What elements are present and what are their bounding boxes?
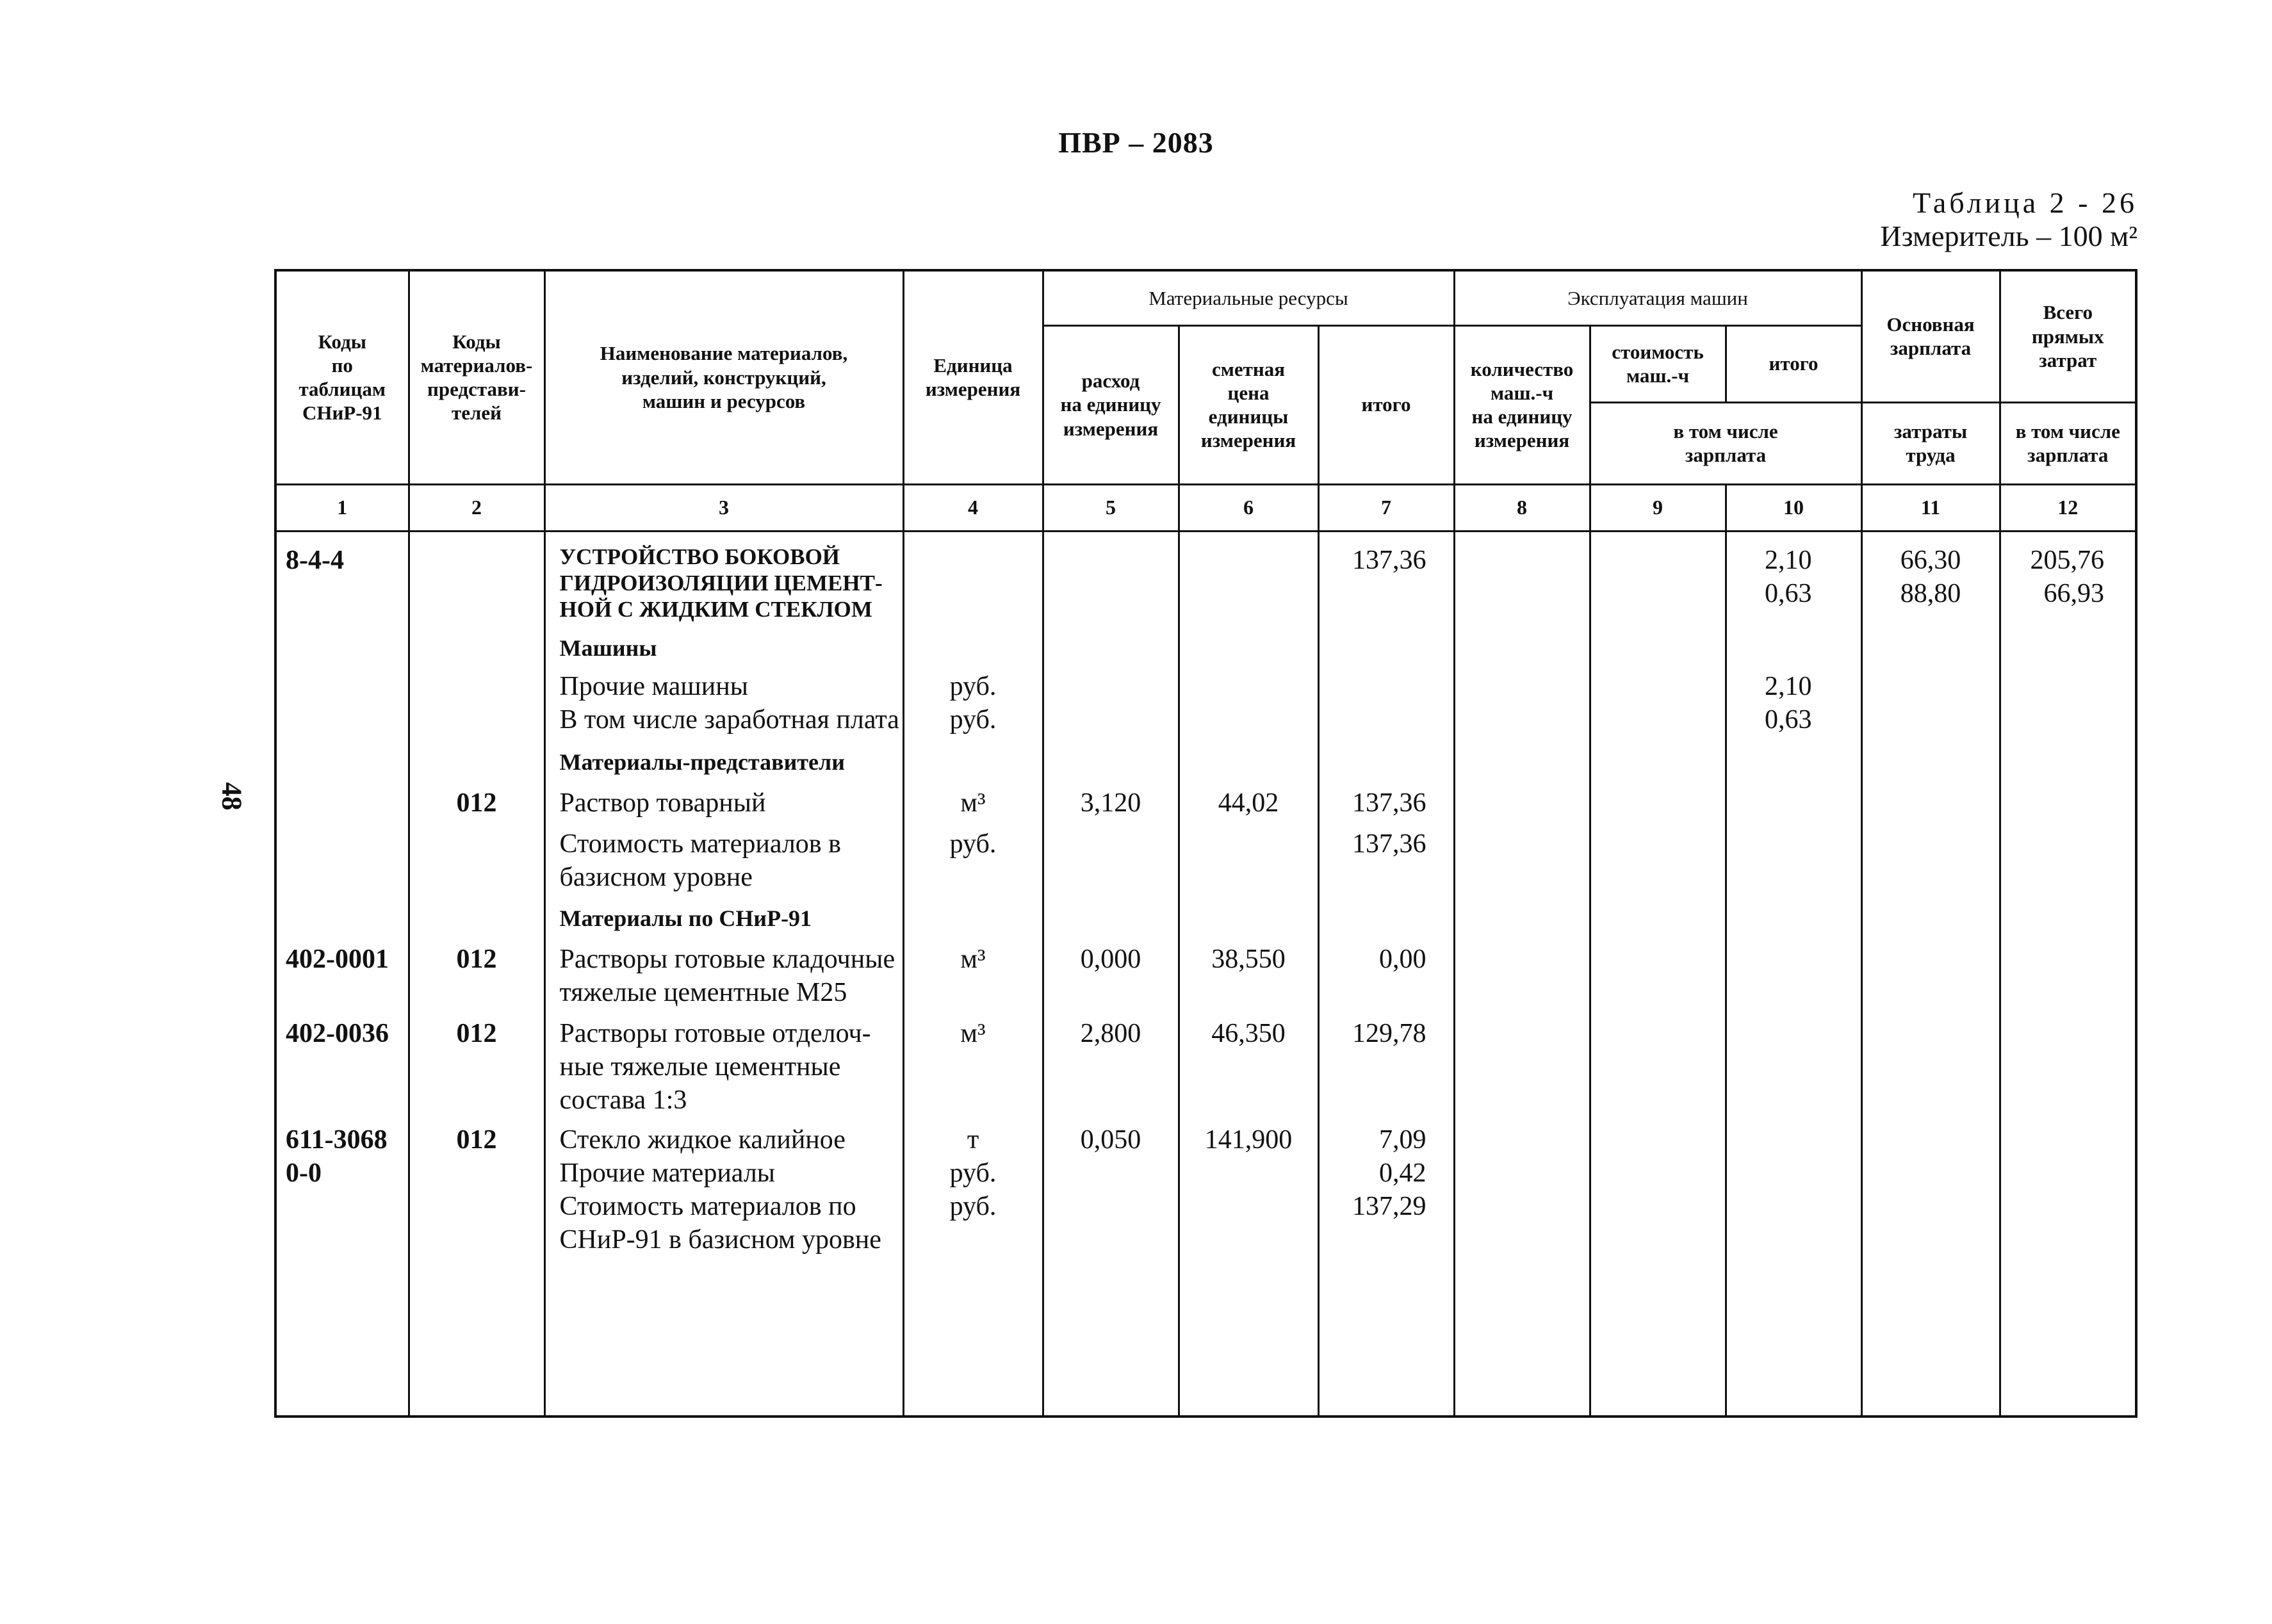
cell-wage [1861,736,2000,779]
cell-table-code: 0-0 [275,1157,409,1417]
cell-direct-total [2000,1009,2136,1117]
cell-material-total [1318,622,1454,665]
header-line: в том числе [1673,419,1778,443]
cell-machine-hours [1454,531,1590,622]
cell-rep-code [409,531,544,622]
cell-material-total [1318,1117,1454,1157]
header-line: зарплата [1890,337,1972,360]
header-line: изделий, конструкций, [621,366,826,389]
cell-machine-hours [1454,622,1590,665]
header-line: измерения [1474,429,1570,452]
cell-machine-hour-cost [1590,1117,1726,1157]
cell-rep-code: 012 [409,935,544,1009]
document-title: ПВР – 2083 [1058,126,1214,159]
cell-material-total [1318,736,1454,779]
cell-name [544,820,903,894]
cell-wage [1861,894,2000,935]
cell-unit-price [1179,820,1318,894]
cell-line: 137,36 [1352,829,1426,859]
cell-machine-total [1726,935,1861,1009]
cell-name: Материалы по СНиР-91 [544,894,903,935]
cell-unit [903,1009,1043,1117]
table-row [275,935,2136,1009]
cell-direct-total [2000,665,2136,736]
cell-machine-hour-cost [1590,779,1726,820]
cell-line: ные тяжелые цементные [559,1052,841,1082]
header-rep-codes [409,270,544,484]
section-row [275,894,2136,935]
cell-rep-code: 012 [409,779,544,820]
header-unit-price [1179,325,1318,484]
cell-unit [903,1157,1043,1417]
cell-unit [903,736,1043,779]
cell-direct-total [2000,779,2136,820]
cell-line: Прочие машины [559,671,748,701]
header-line: по [331,354,353,377]
column-number: 3 [544,484,903,531]
cell-wage [1861,1009,2000,1117]
cell-line: Растворы готовые отделоч- [559,1018,871,1048]
cell-line: В том числе заработная плата [559,704,899,735]
cell-wage [1861,820,2000,894]
header-machine-hour-cost [1590,325,1726,402]
cell-consumption [1043,665,1179,736]
header-line: материалов- [420,354,533,377]
header-table-codes [275,270,409,484]
header-machine-total: итого [1726,325,1861,402]
cell-machine-hours [1454,820,1590,894]
cell-machine-hour-cost [1590,1009,1726,1117]
cell-material-total [1318,1009,1454,1117]
cell-table-code [275,779,409,820]
column-number: 8 [1454,484,1590,531]
column-number: 9 [1590,484,1726,531]
cell-consumption: 3,120 [1043,779,1179,820]
cell-machine-hour-cost [1590,894,1726,935]
header-direct-wage [2000,402,2136,484]
cell-line: 2,10 [1765,671,1812,701]
header-line: труда [1906,444,1956,466]
cell-machine-hour-cost [1590,820,1726,894]
cell-line: т [967,1125,979,1155]
estimate-table [274,269,2137,1418]
header-machine-wage [1590,402,1861,484]
cell-name [544,779,903,820]
cell-machine-hours [1454,665,1590,736]
cell-consumption [1043,622,1179,665]
cell-unit-price [1179,1157,1318,1417]
cell-wage [1861,779,2000,820]
cell-machine-hours [1454,935,1590,1009]
cell-machine-total [1726,894,1861,935]
header-consumption [1043,325,1179,484]
cell-line: руб. [949,671,997,701]
header-name [544,270,903,484]
cell-line: м³ [960,788,986,818]
header-line: маш.-ч [1626,364,1690,387]
cell-machine-hours [1454,779,1590,820]
cell-consumption [1043,736,1179,779]
cell-line: ГИДРОИЗОЛЯЦИИ ЦЕМЕНТ- [559,570,883,596]
header-line: на единицу [1471,405,1573,428]
cell-material-total [1318,779,1454,820]
header-line: Основная [1886,313,1975,336]
cell-consumption: 0,050 [1043,1117,1179,1157]
header-line: единицы [1208,405,1289,428]
header-line: машин и ресурсов [642,389,806,412]
cell-line: Стоимость материалов в [559,829,841,859]
column-number: 6 [1179,484,1318,531]
cell-line: Прочие материалы [559,1158,775,1188]
cell-machine-total [1726,1009,1861,1117]
cell-machine-hours [1454,1009,1590,1117]
cell-name [544,531,903,622]
cell-wage [1861,1157,2000,1417]
header-line: на единицу [1060,393,1161,416]
cell-line: м³ [960,1018,986,1048]
cell-name [544,1157,903,1417]
cell-consumption [1043,1157,1179,1417]
cell-line: НОЙ С ЖИДКИМ СТЕКЛОМ [559,596,872,622]
cell-material-total [1318,531,1454,622]
cell-machine-hour-cost [1590,1157,1726,1417]
cell-unit-price [1179,622,1318,665]
cell-table-code: 8-4-4 [275,531,409,622]
cell-rep-code [409,622,544,665]
cell-direct-total [2000,531,2136,622]
table-row [275,1009,2136,1117]
column-number: 1 [275,484,409,531]
header-line: цена [1227,381,1270,404]
cell-line: УСТРОЙСТВО БОКОВОЙ [559,544,840,569]
cell-consumption: 2,800 [1043,1009,1179,1117]
cell-consumption [1043,894,1179,935]
cell-rep-code [409,1157,544,1417]
cell-unit [903,935,1043,1009]
cell-line: 0,63 [1765,578,1812,608]
page-number: 48 [216,782,248,811]
cell-line: СНиР-91 в базисном уровне [559,1224,881,1255]
cell-machine-hours [1454,1117,1590,1157]
cell-material-total [1318,665,1454,736]
header-line: измерения [1200,429,1296,452]
cell-machine-hour-cost [1590,531,1726,622]
cell-direct-total [2000,820,2136,894]
cell-direct-total [2000,894,2136,935]
table-row [275,665,2136,736]
header-line: СНиР-91 [302,402,382,425]
cell-line: 0,63 [1765,704,1812,735]
cell-table-code [275,736,409,779]
cell-line: 0,42 [1379,1158,1426,1188]
cell-direct-total [2000,622,2136,665]
cell-unit [903,894,1043,935]
cell-material-total [1318,894,1454,935]
header-line: затрат [2039,348,2097,371]
cell-rep-code: 012 [409,1009,544,1117]
cell-unit-price: 141,900 [1179,1117,1318,1157]
measure-unit: Измеритель – 100 м² [1880,220,2137,252]
column-number: 2 [409,484,544,531]
cell-line: 137,29 [1352,1191,1426,1221]
header-line: измерения [925,378,1021,401]
column-number: 4 [903,484,1043,531]
cell-machine-hour-cost [1590,935,1726,1009]
cell-unit-price: 44,02 [1179,779,1318,820]
cell-machine-total [1726,736,1861,779]
cell-name [544,1009,903,1117]
cell-consumption [1043,531,1179,622]
header-line: Коды [318,330,366,353]
header-machine-operation: Эксплуатация машин [1454,270,1861,325]
cell-table-code: 611-3068 [275,1117,409,1157]
cell-direct-total [2000,736,2136,779]
table-row [275,779,2136,820]
column-number: 11 [1861,484,2000,531]
column-number: 5 [1043,484,1179,531]
cell-machine-total [1726,531,1861,622]
cell-machine-hours [1454,1157,1590,1417]
cell-table-code: 402-0036 [275,1009,409,1117]
cell-line: 88,80 [1900,578,1961,608]
cell-unit-price: 38,550 [1179,935,1318,1009]
cell-line: руб. [949,1191,997,1221]
cell-rep-code [409,894,544,935]
header-line: зарплата [2027,444,2109,466]
cell-line: 7,09 [1379,1125,1426,1155]
cell-unit-price [1179,736,1318,779]
cell-name [544,665,903,736]
cell-direct-total [2000,935,2136,1009]
cell-name: Машины [544,622,903,665]
table-body [275,531,2136,1417]
column-number: 10 [1726,484,1861,531]
cell-direct-total [2000,1157,2136,1417]
cell-machine-total [1726,820,1861,894]
cell-machine-hour-cost [1590,622,1726,665]
table-number: Таблица 2 - 26 [1912,186,2137,219]
cell-unit-price [1179,894,1318,935]
cell-wage [1861,665,2000,736]
cell-rep-code [409,665,544,736]
cell-name [544,1117,903,1157]
cell-unit [903,820,1043,894]
header-line: Единица [933,354,1013,377]
cell-unit [903,622,1043,665]
table-row [275,531,2136,622]
table-row [275,1117,2136,1157]
column-number: 12 [2000,484,2136,531]
cell-line: Растворы готовые кладочные [559,944,895,974]
cell-material-total [1318,820,1454,894]
column-number: 7 [1318,484,1454,531]
header-line: стоимость [1612,340,1704,363]
cell-wage [1861,1117,2000,1157]
cell-unit-price [1179,531,1318,622]
header-line: телей [452,402,502,425]
header-line: маш.-ч [1490,381,1554,404]
header-total-direct [2000,270,2136,402]
cell-rep-code: 012 [409,1117,544,1157]
table-row [275,820,2136,894]
cell-line: тяжелые цементные М25 [559,977,847,1007]
cell-name [544,935,903,1009]
cell-line: Раствор товарный [559,788,766,818]
cell-line: 137,36 [1352,788,1426,818]
header-line: расход [1081,369,1140,393]
cell-line: 0,00 [1379,944,1426,974]
cell-table-code: 402-0001 [275,935,409,1009]
header-line: представи- [427,378,526,401]
cell-line: 2,10 [1765,545,1812,575]
cell-name: Материалы-представители [544,736,903,779]
cell-machine-total [1726,622,1861,665]
cell-table-code [275,894,409,935]
cell-line: м³ [960,944,986,974]
cell-wage [1861,622,2000,665]
cell-rep-code [409,820,544,894]
cell-unit-price: 46,350 [1179,1009,1318,1117]
cell-machine-total [1726,1117,1861,1157]
cell-line: руб. [949,704,997,735]
cell-machine-hours [1454,736,1590,779]
cell-wage [1861,935,2000,1009]
cell-material-total [1318,935,1454,1009]
cell-line: Стекло жидкое калийное [559,1125,846,1155]
header-material-resources: Материальные ресурсы [1043,270,1454,325]
cell-machine-total [1726,779,1861,820]
cell-machine-total [1726,665,1861,736]
header-line: зарплата [1685,444,1767,466]
cell-unit-price [1179,665,1318,736]
header-line: Наименование материалов, [600,342,848,365]
cell-line: 129,78 [1352,1018,1426,1048]
cell-line: 205,76 [2030,545,2105,575]
cell-line: руб. [949,1158,997,1188]
cell-rep-code [409,736,544,779]
cell-consumption [1043,820,1179,894]
header-unit [903,270,1043,484]
cell-line: базисном уровне [559,862,753,892]
header-labor [1861,402,2000,484]
header-machine-hours [1454,325,1590,484]
cell-table-code [275,622,409,665]
cell-unit [903,1117,1043,1157]
cell-machine-hour-cost [1590,736,1726,779]
header-line: прямых [2031,325,2104,348]
cell-unit [903,779,1043,820]
header-line: Всего [2043,301,2093,324]
cell-machine-hour-cost [1590,665,1726,736]
cell-line: состава 1:3 [559,1085,687,1115]
cell-line: 66,93 [2043,578,2105,608]
header-line: Коды [452,330,501,353]
cell-line: руб. [949,829,997,859]
cell-material-total [1318,1157,1454,1417]
cell-table-code [275,665,409,736]
header-base-wage [1861,270,2000,402]
table-row [275,1157,2136,1417]
header-line: в том числе [2015,419,2120,443]
header-line: количество [1470,357,1574,380]
section-row [275,736,2136,779]
cell-line: Стоимость материалов по [559,1191,856,1221]
cell-consumption: 0,000 [1043,935,1179,1009]
cell-machine-total [1726,1157,1861,1417]
cell-direct-total [2000,1117,2136,1157]
section-row [275,622,2136,665]
cell-unit [903,665,1043,736]
header-line: таблицам [298,378,386,401]
cell-line: 66,30 [1900,545,1961,575]
header-material-total: итого [1318,325,1454,484]
cell-unit [903,531,1043,622]
cell-machine-hours [1454,894,1590,935]
header-line: измерения [1063,417,1159,440]
cell-table-code [275,820,409,894]
cell-line: 137,36 [1352,545,1426,575]
header-line: сметная [1212,357,1285,380]
cell-wage [1861,531,2000,622]
header-line: затраты [1893,419,1968,443]
